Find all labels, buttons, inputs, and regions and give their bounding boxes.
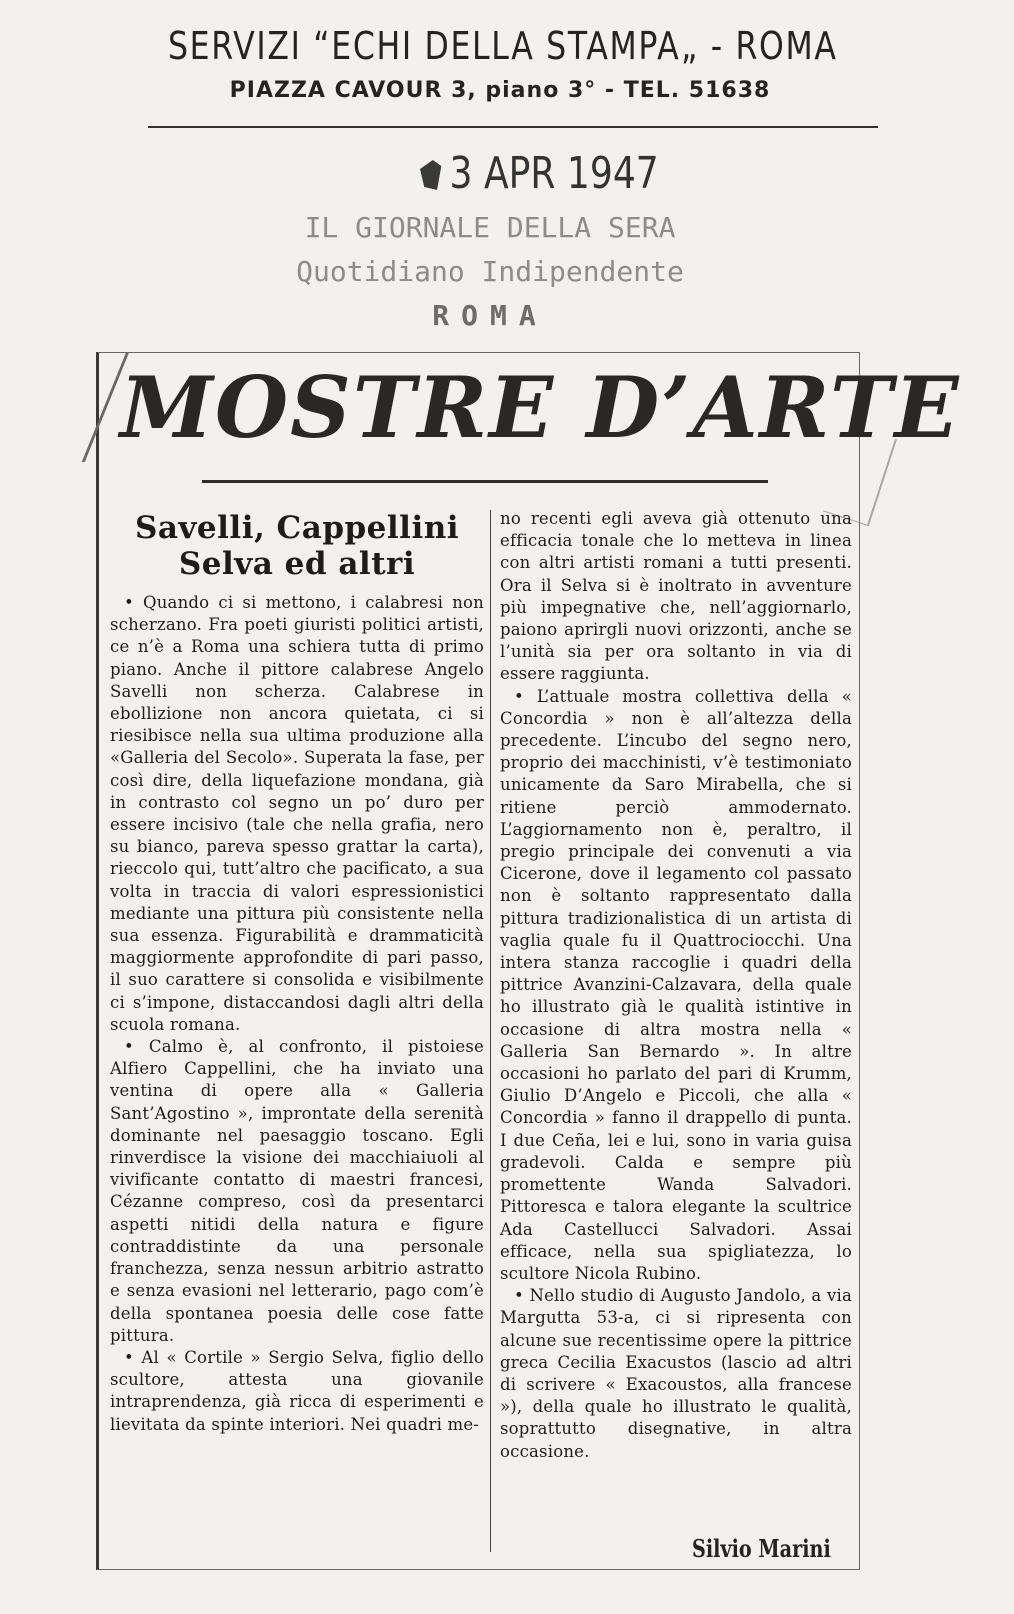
- article-column-right: [498, 508, 852, 1463]
- newspaper-name: IL GIORNALE DELLA SERA: [304, 211, 676, 244]
- agency-name: SERVIZI “ECHI DELLA STAMPA„ - ROMA: [168, 24, 838, 68]
- article-headline: [110, 510, 484, 582]
- paragraph-cappellini: • Calmo è, al confronto, il pistoiese Alfiero Cappellini, che ha inviato una ventina di opere alla « Galleria Sant’Agostino », improntate della serenità dominante nel paesaggio toscano. Egli rinverdisce la visione dei macchiaiuoli al vivificante contatto di maestri francesi, Cézanne compreso, così da presentarci aspetti nitidi della natura e figure contraddistinte da una personale franchezza, senza nessun arbitrio astratto e senza evasioni nel letterario, pago com’è della spontanea poesia delle cose fatte pittura.: [110, 1037, 484, 1345]
- newspaper-city: ROMA: [432, 299, 548, 332]
- paragraph-exacustos: • Nello studio di Augusto Jandolo, a via Margutta 53-a, ci si ripresenta con alcune sue recentissime opere la pittrice greca Cecilia Exacustos (lascio ad altri di scrivere « Exacoustos, alla francese »), della quale ho illustrato le qualità, soprattutto disegnative, in altra occasione.: [500, 1286, 852, 1461]
- column-divider: [490, 510, 491, 1552]
- section-title: MOSTRE D’ARTE: [120, 358, 961, 457]
- paragraph-savelli: • Quando ci si mettono, i calabresi non scherzano. Fra poeti giuristi politici artisti, ce n’è a Roma una schiera tutta di primo piano. Anche il pittore calabrese Angelo Savelli non scherza. Calabrese in ebollizione non ancora quietata, ci si riesibisce nella sua ultima produzione alla «Galleria del Secolo». Superata la fase, per così dire, della liquefazione mondana, già in contrasto col segno un po’ duro per essere incisivo (tale che nella grafia, nero su bianco, pareva spesso grattar la carta), rieccolo qui, tutt’altro che pacificato, a sua volta in traccia di valori espressionistici mediante una pittura più consistente nella sua essenza. Figurabilità e drammaticità maggiormente approfondite di pari passo, il suo carattere si consolida e visibilmente ci s’impone, distaccandosi dagli altri della scuola romana.: [110, 593, 484, 1034]
- date-stamp-text: 3 APR 1947: [449, 148, 659, 199]
- newspaper-subtitle: Quotidiano Indipendente: [296, 255, 684, 288]
- headline-line-2: Selva ed altri: [178, 546, 416, 582]
- paragraph-selva-start: • Al « Cortile » Sergio Selva, figlio dello scultore, attesta una giovanile intraprendenza, già ricca di esperimenti e lievitata da spinte interiori. Nei quadri me-: [110, 1347, 484, 1434]
- header-divider: [148, 126, 878, 128]
- paragraph-concordia: • L’attuale mostra collettiva della « Concordia » non è all’altezza della precedente. L’incubo del segno nero, proprio dei macchinisti, v’è testimoniato unicamente da Saro Mirabella, che si ritiene perciò ammodernato. L’aggiornamento non è, peraltro, il pregio principale dei convenuti a via Cicerone, dove il legamento col passato non è soltanto rappresentato dalla pittura tradizionalistica di un artista di vaglia quale fu il Quattrociocchi. Una intera stanza raccoglie i quadri della pittrice Avanzini-Calzavara, della quale ho illustrato già le qualità istintive in occasione di altra mostra nella « Galleria San Bernardo ». In altre occasioni ho parlato del pari di Krumm, Giulio D’Angelo e Piccoli, che alla « Concordia » fanno il drappello di punta. I due Ceña, lei e lui, sono in varia guisa gradevoli. Calda e sempre più promettente Wanda Salvadori. Pittoresca e talora elegante la scultrice Ada Castellucci Salvadori. Assai efficace, nella sua spigliatezza, lo scultore Nicola Rubino.: [500, 686, 852, 1283]
- headline-line-1: Savelli, Cappellini: [134, 510, 460, 546]
- title-underline: [202, 480, 768, 483]
- press-agency-header: [100, 24, 900, 103]
- agency-address: PIAZZA CAVOUR 3, piano 3° - TEL. 51638: [229, 78, 771, 103]
- article-column-left: [110, 510, 484, 1436]
- author-signature: Silvio Marini: [692, 1534, 831, 1563]
- newspaper-stamp: [220, 206, 760, 338]
- ink-blot-icon: [420, 160, 441, 190]
- date-stamp: [420, 148, 659, 199]
- paragraph-selva-end: no recenti egli aveva già ottenuto una efficacia tonale che lo metteva in linea con altri artisti romani a tutti presenti. Ora il Selva si è inoltrato in avventure più impegnative che, nell’aggiornarlo, paiono aprirgli nuovi orizzonti, anche se l’unità sia per ora soltanto in via di essere raggiunta.: [500, 509, 852, 684]
